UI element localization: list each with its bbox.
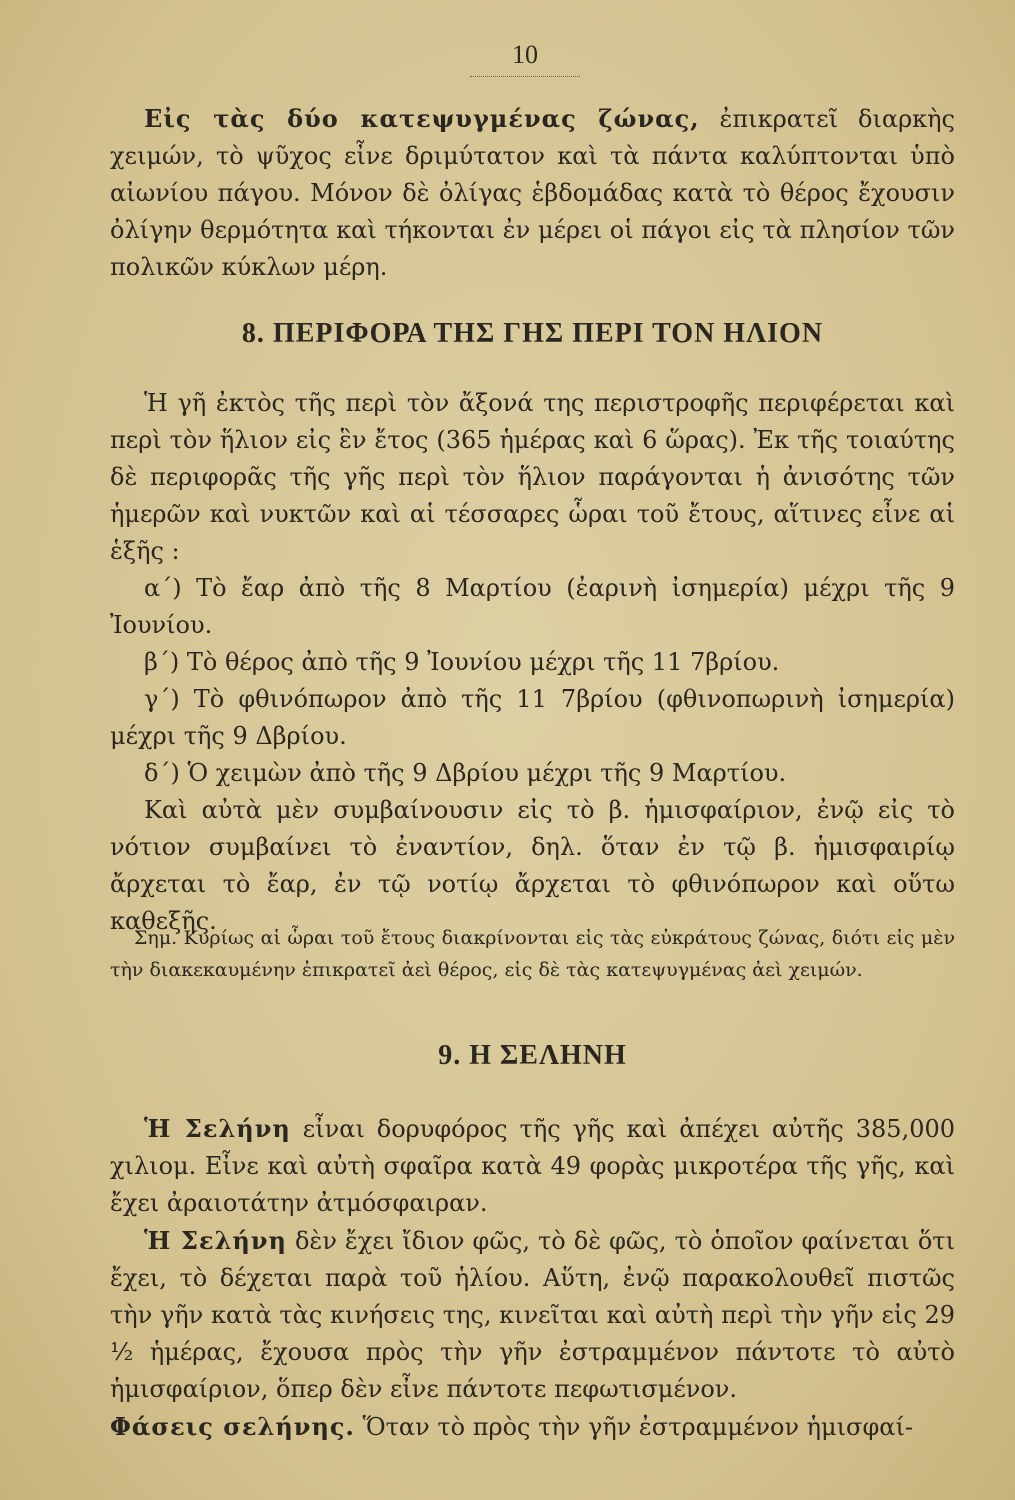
- moon-paragraph-2: [110, 1222, 955, 1408]
- intro-paragraph: [110, 100, 955, 286]
- section-8-title: 8. ΠΕΡΙΦΟΡΑ ΤΗΣ ΓΗΣ ΠΕΡΙ ΤΟΝ ΗΛΙΟΝ: [241, 318, 824, 349]
- hemisphere-paragraph: Καὶ αὐτὰ μὲν συμβαίνουσιν εἰς τὸ β. ἡμισφαίριον, ἐνῷ εἰς τὸ νότιον συμβαίνει τὸ ἐναντίον, δηλ. ὅταν ἐν τῷ β. ἡμισφαιρίῳ ἄρχεται τὸ ἔαρ, ἐν τῷ νοτίῳ ἄρχεται τὸ φθινόπωρον καὶ οὕτω καθεξῆς.: [110, 796, 955, 935]
- moon-paragraph-3: [110, 1408, 955, 1446]
- season-item: β΄) Τὸ θέρος ἀπὸ τῆς 9 Ἰουνίου μέχρι τῆς 11 7βρίου.: [144, 648, 780, 676]
- section-9-title-block: [110, 1040, 955, 1072]
- section-8-paragraph: Ἡ γῆ ἐκτὸς τῆς περὶ τὸν ἄξονά της περιστροφῆς περιφέρεται καὶ περὶ τὸν ἥλιον εἰς ἓν ἔτος (365 ἡμέρας καὶ 6 ὥρας). Ἐκ τῆς τοιαύτης δὲ περιφορᾶς τῆς γῆς περὶ τὸν ἥλιον παράγονται ἡ ἀνισότης τῶν ἡμερῶν καὶ νυκτῶν καὶ αἱ τέσσαρες ὧραι τοῦ ἔτους, αἵτινες εἶνε αἱ ἑξῆς :: [110, 389, 955, 565]
- section-9-body: [110, 1110, 955, 1446]
- moon-text-1: εἶναι δορυφόρος τῆς γῆς καὶ ἀπέχει αὐτῆς 385,000 χιλιομ. Εἶνε καὶ αὐτὴ σφαῖρα κατὰ 49 φορὰς μικροτέρα τῆς γῆς, καὶ ἔχει ἀραιοτάτην ἀτμόσφαιραν.: [110, 1115, 955, 1217]
- season-item: α΄) Τὸ ἔαρ ἀπὸ τῆς 8 Μαρτίου (ἐαρινὴ ἰσημερία) μέχρι τῆς 9 Ἰουνίου.: [110, 574, 955, 639]
- moon-phases-heading: Φάσεις σελήνης.: [110, 1412, 355, 1441]
- footnote: Σημ. Κυρίως αἱ ὧραι τοῦ ἔτους διακρίνονται εἰς τὰς εὐκράτους ζώνας, διότι εἰς μὲν τὴν διακεκαυμένην ἐπικρατεῖ ἀεὶ θέρος, εἰς δὲ τὰς κατεψυγμένας ἀεὶ χειμών.: [110, 927, 955, 981]
- page-number: 10: [470, 40, 580, 77]
- section-8-body: [110, 385, 955, 940]
- note-block: [110, 922, 955, 986]
- section-8-title-block: [110, 318, 955, 350]
- moon-text-3: Ὅταν τὸ πρὸς τὴν γῆν ἐστραμμένον ἡμισφαί-: [362, 1413, 913, 1441]
- moon-text-2: δὲν ἔχει ἴδιον φῶς, τὸ δὲ φῶς, τὸ ὁποῖον φαίνεται ὅτι ἔχει, τὸ δέχεται παρὰ τοῦ ἡλίου. Αὕτη, ἐνῷ παρακολουθεῖ πιστῶς τὴν γῆν κατὰ τὰς κινήσεις της, κινεῖται καὶ αὐτὴ περὶ τὴν γῆν εἰς 29 ½ ἡμέρας, ἔχουσα πρὸς τὴν γῆν ἐστραμμένον πάντοτε τὸ αὐτὸ ἡμισφαίριον, ὅπερ δὲν εἶνε πάντοτε πεφωτισμένον.: [110, 1227, 955, 1403]
- intro-heading: Εἰς τὰς δύο κατεψυγμένας ζώνας,: [144, 104, 700, 133]
- section-9-title: 9. Η ΣΕΛΗΝΗ: [438, 1040, 627, 1071]
- intro-block: [110, 100, 955, 286]
- moon-heading-2: Ἡ Σελήνη: [144, 1226, 287, 1255]
- moon-paragraph-1: [110, 1110, 955, 1222]
- season-item: δ΄) Ὁ χειμὼν ἀπὸ τῆς 9 Δβρίου μέχρι τῆς 9 Μαρτίου.: [144, 759, 787, 787]
- intro-text: ἐπικρατεῖ διαρκὴς χειμών, τὸ ψῦχος εἶνε δριμύτατον καὶ τὰ πάντα καλύπτονται ὑπὸ αἰωνίου πάγου. Μόνον δὲ ὀλίγας ἑβδομάδας κατὰ τὸ θέρος ἔχουσιν ὀλίγην θερμότητα καὶ τήκονται ἐν μέρει οἱ πάγοι εἰς τὰ πλησίον τῶν πολικῶν κύκλων μέρη.: [110, 105, 955, 281]
- season-item: γ΄) Τὸ φθινόπωρον ἀπὸ τῆς 11 7βρίου (φθινοπωρινὴ ἰσημερία) μέχρι τῆς 9 Δβρίου.: [110, 685, 955, 750]
- moon-heading-1: Ἡ Σελήνη: [144, 1114, 291, 1143]
